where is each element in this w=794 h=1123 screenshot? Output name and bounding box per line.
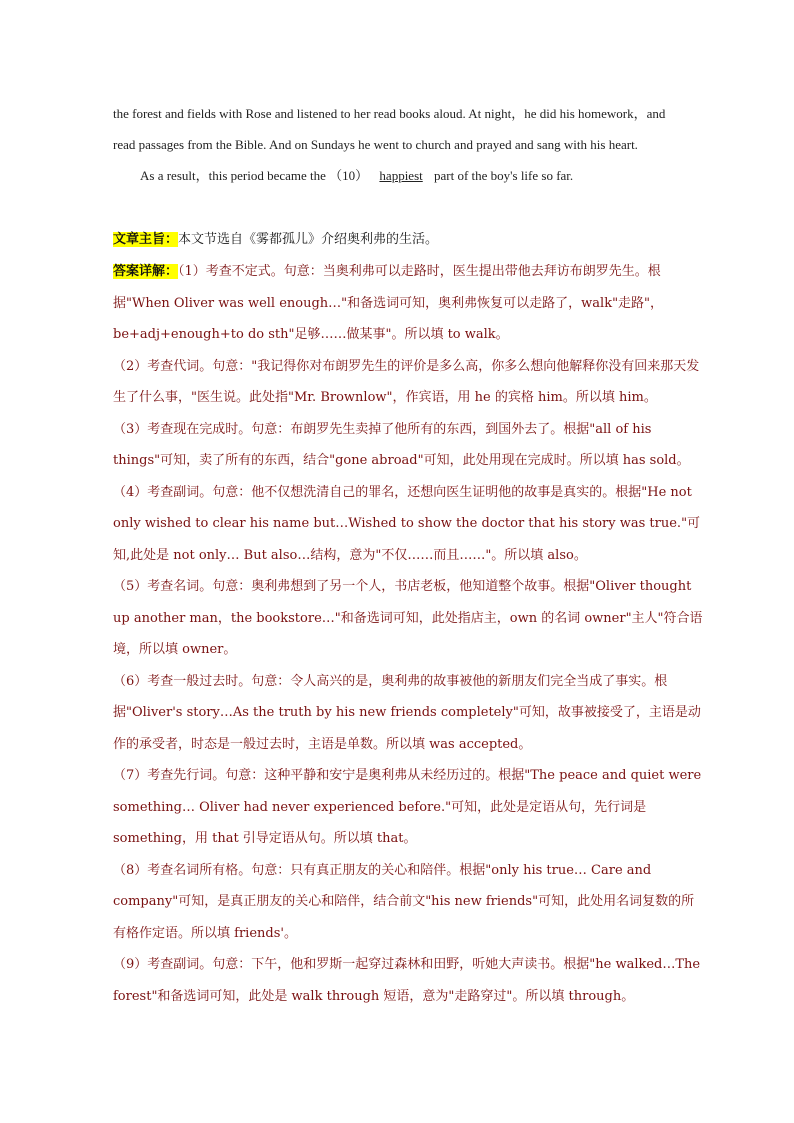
details-label: 答案详解：: [113, 264, 179, 279]
detail-item: （5）考查名词。句意：奥利弗想到了另一个人，书店老板，他知道整个故事。根据"Oliver thought up another man，the bookstore…"和备选词可知，此处指店主，own 的名词 owner"主人"符合语境，所以填 owner。: [113, 579, 703, 657]
answer-blank: happiest: [379, 168, 423, 183]
passage-text: [113, 98, 703, 191]
passage-text-after: part of the boy's life so far.: [434, 168, 574, 183]
detail-item: （8）考查名词所有格。句意：只有真正朋友的关心和陪伴。根据"only his true… Care and company"可知，是真正朋友的关心和陪伴，结合前文"his new friends"可知，此处用名词复数的所有格作定语。所以填 friends'。: [113, 862, 695, 941]
detail-item: （6）考查一般过去时。句意：令人高兴的是，奥利弗的故事被他的新朋友们完全当成了事实。根据"Oliver's story…As the truth by his new friends completely"可知，故事被接受了，主语是动作的承受者，时态是一般过去时，主语是单数。所以填 was accepted。: [113, 673, 701, 752]
passage-text-before: As a result，this period became the （10）: [140, 168, 369, 183]
detail-item: （2）考查代词。句意："我记得你对布朗罗先生的评价是多么高，你多么想向他解释你没有回来那天发生了什么事，"医生说。此处指"Mr. Brownlow"，作宾语，用 he 的宾格 him。所以填 him。: [113, 358, 700, 405]
passage-line: read passages from the Bible. And on Sundays he went to church and prayed and sang with his heart.: [113, 137, 638, 152]
detail-item: （9）考查副词。句意：下午，他和罗斯一起穿过森林和田野，听她大声读书。根据"he walked…The forest"和备选词可知，此处是 walk through 短语，意为"走路穿过"。所以填 through。: [113, 957, 701, 1004]
passage-line: the forest and fields with Rose and listened to her read books aloud. At night，he did his homework，and: [113, 106, 666, 121]
detail-item: （1）考查不定式。句意：当奥利弗可以走路时，医生提出带他去拜访布朗罗先生。根据"When Oliver was well enough…"和备选词可知，奥利弗恢复可以走路了，walk"走路"，be+adj+enough+to do sth"足够……做某事"。所以填 to walk。: [113, 264, 664, 342]
detail-item: （3）考查现在完成时。句意：布朗罗先生卖掉了他所有的东西，到国外去了。根据"all of his things"可知，卖了所有的东西，结合"gone abroad"可知，此处用现在完成时。所以填 has sold。: [113, 421, 690, 468]
detail-item: （7）考查先行词。句意：这种平静和安宁是奥利弗从未经历过的。根据"The peace and quiet were something… Oliver had never experienced before."可知，此处是定语从句，先行词是 something，用 that 引导定语从句。所以填 that。: [113, 768, 702, 846]
passage-line-blank: [113, 160, 703, 191]
summary-text: 本文节选自《雾都孤儿》介绍奥利弗的生活。: [178, 232, 439, 247]
detail-item: （4）考查副词。句意：他不仅想洗清自己的罪名，还想向医生证明他的故事是真实的。根据"He not only wished to clear his name but…Wished to show the doctor that his story was true."可知,此处是 not only… But also…结构，意为"不仅……而且……"。所以填 also。: [113, 484, 701, 563]
summary-label: 文章主旨：: [113, 232, 179, 247]
summary-section: [113, 224, 703, 256]
answer-details: [113, 256, 703, 1012]
